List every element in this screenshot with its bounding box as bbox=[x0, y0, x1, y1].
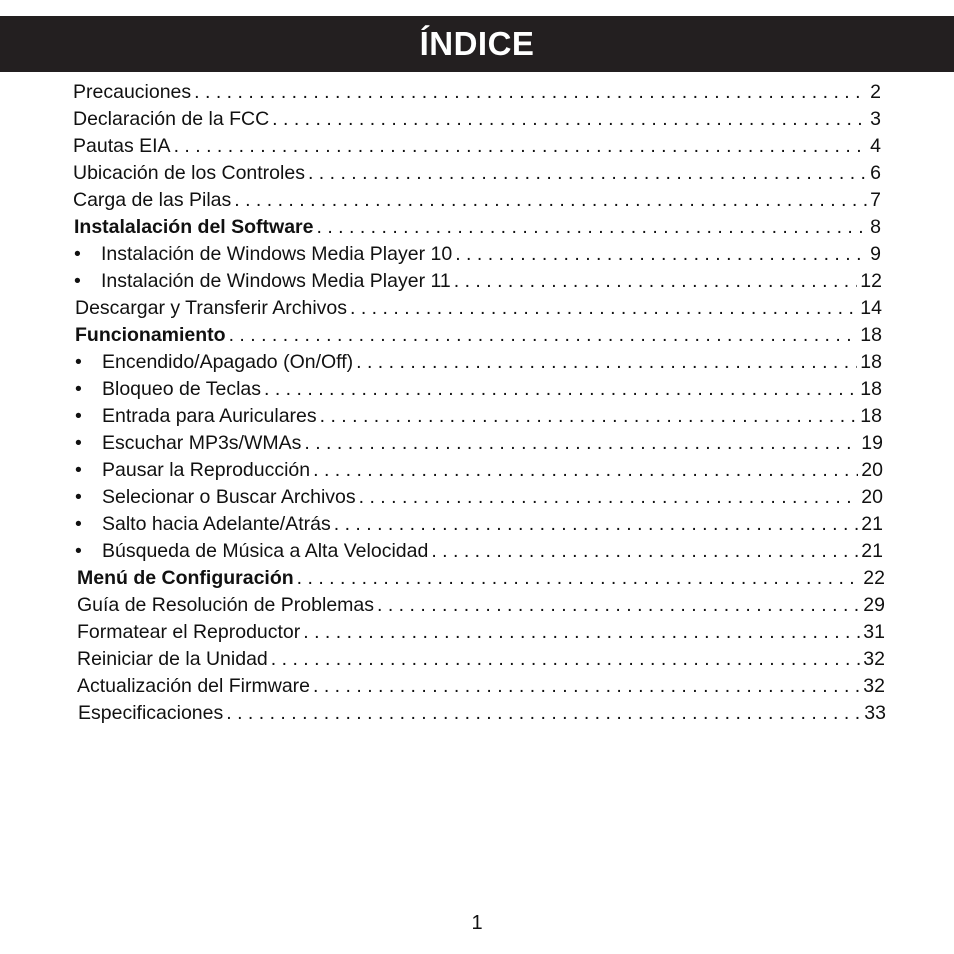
toc-entry bbox=[75, 403, 882, 430]
bullet-icon: • bbox=[75, 459, 82, 481]
toc-entry bbox=[73, 160, 881, 187]
toc-entry bbox=[75, 430, 883, 457]
toc-entry bbox=[75, 484, 883, 511]
toc-entry-label: Selecionar o Buscar Archivos bbox=[102, 486, 356, 508]
toc-entry-label: Entrada para Auriculares bbox=[102, 405, 317, 427]
toc-entry-label: Pautas EIA bbox=[73, 135, 171, 157]
toc-entry-page: 12 bbox=[860, 270, 882, 292]
toc-entry-label: Formatear el Reproductor bbox=[77, 621, 301, 643]
toc-entry bbox=[77, 619, 885, 646]
toc-entry bbox=[75, 511, 883, 538]
toc-entry-page: 8 bbox=[870, 216, 881, 238]
toc-entry bbox=[75, 457, 883, 484]
toc-entry-page: 32 bbox=[863, 648, 885, 670]
dot-leader bbox=[431, 538, 858, 565]
header-bar bbox=[0, 16, 954, 72]
toc-entry-page: 4 bbox=[870, 135, 881, 157]
dot-leader bbox=[229, 322, 858, 349]
toc-entry bbox=[74, 214, 881, 241]
dot-leader bbox=[313, 457, 858, 484]
dot-leader bbox=[174, 133, 868, 160]
toc-entry-page: 18 bbox=[860, 378, 882, 400]
toc-entry-label: Carga de las Pilas bbox=[73, 189, 232, 211]
dot-leader bbox=[297, 565, 861, 592]
toc-entry-page: 14 bbox=[860, 297, 882, 319]
toc-entry-label: Reiniciar de la Unidad bbox=[77, 648, 268, 670]
bullet-icon: • bbox=[74, 243, 81, 265]
toc-entry-label: Especificaciones bbox=[78, 702, 224, 724]
dot-leader bbox=[271, 646, 861, 673]
toc-entry-label: Pausar la Reproducción bbox=[102, 459, 311, 481]
bullet-icon: • bbox=[75, 432, 82, 454]
toc-entry-label: Escuchar MP3s/WMAs bbox=[102, 432, 302, 454]
dot-leader bbox=[334, 511, 859, 538]
toc-entry bbox=[75, 295, 882, 322]
toc-entry-page: 19 bbox=[861, 432, 883, 454]
toc-entry-page: 18 bbox=[860, 324, 882, 346]
toc-entry bbox=[75, 538, 883, 565]
bullet-icon: • bbox=[74, 270, 81, 292]
dot-leader bbox=[304, 430, 858, 457]
dot-leader bbox=[359, 484, 859, 511]
toc-entry-page: 31 bbox=[863, 621, 885, 643]
toc-entry-page: 33 bbox=[864, 702, 886, 724]
dot-leader bbox=[313, 673, 860, 700]
toc-entry-label: Declaración de la FCC bbox=[73, 108, 270, 130]
toc-entry-page: 20 bbox=[861, 486, 883, 508]
toc-entry-page: 7 bbox=[870, 189, 881, 211]
toc-entry-page: 2 bbox=[870, 81, 881, 103]
bullet-icon: • bbox=[75, 378, 82, 400]
toc-entry-label: Encendido/Apagado (On/Off) bbox=[102, 351, 354, 373]
dot-leader bbox=[234, 187, 867, 214]
toc-entry bbox=[73, 106, 881, 133]
toc-entry bbox=[77, 673, 885, 700]
toc-entry-label: Descargar y Transferir Archivos bbox=[75, 297, 348, 319]
toc-entry bbox=[73, 187, 881, 214]
dot-leader bbox=[455, 241, 867, 268]
table-of-contents bbox=[0, 79, 954, 727]
dot-leader bbox=[194, 79, 867, 106]
toc-entry bbox=[73, 79, 881, 106]
dot-leader bbox=[272, 106, 867, 133]
toc-entry-label: Actualización del Firmware bbox=[77, 675, 311, 697]
toc-entry bbox=[75, 322, 882, 349]
toc-entry-label: Instalalación del Software bbox=[74, 216, 314, 238]
toc-entry-label: Instalación de Windows Media Player 10 bbox=[101, 243, 453, 265]
toc-entry-page: 21 bbox=[861, 513, 883, 535]
toc-entry-label: Funcionamiento bbox=[75, 324, 226, 346]
toc-entry bbox=[75, 376, 882, 403]
toc-entry bbox=[74, 241, 881, 268]
dot-leader bbox=[454, 268, 858, 295]
toc-entry-label: Ubicación de los Controles bbox=[73, 162, 305, 184]
toc-entry-label: Menú de Configuración bbox=[77, 567, 294, 589]
bullet-icon: • bbox=[75, 351, 82, 373]
bullet-icon: • bbox=[75, 486, 82, 508]
toc-entry-page: 18 bbox=[860, 351, 882, 373]
page-title: ÍNDICE bbox=[419, 25, 535, 62]
toc-entry-page: 32 bbox=[863, 675, 885, 697]
dot-leader bbox=[377, 592, 860, 619]
toc-entry-page: 22 bbox=[863, 567, 885, 589]
toc-entry-label: Bloqueo de Teclas bbox=[102, 378, 262, 400]
toc-entry-label: Búsqueda de Música a Alta Velocidad bbox=[102, 540, 429, 562]
toc-entry bbox=[73, 133, 881, 160]
toc-entry-label: Precauciones bbox=[73, 81, 192, 103]
toc-entry-label: Instalación de Windows Media Player 11 bbox=[101, 270, 451, 292]
toc-entry-page: 29 bbox=[863, 594, 885, 616]
toc-entry bbox=[78, 700, 886, 727]
bullet-icon: • bbox=[75, 540, 82, 562]
toc-entry bbox=[75, 349, 882, 376]
toc-entry-page: 9 bbox=[870, 243, 881, 265]
toc-entry-page: 21 bbox=[861, 540, 883, 562]
toc-entry-label: Salto hacia Adelante/Atrás bbox=[102, 513, 331, 535]
toc-entry-page: 3 bbox=[870, 108, 881, 130]
bullet-icon: • bbox=[75, 405, 82, 427]
dot-leader bbox=[264, 376, 857, 403]
toc-entry-page: 6 bbox=[870, 162, 881, 184]
dot-leader bbox=[350, 295, 857, 322]
page-number: 1 bbox=[471, 912, 483, 934]
dot-leader bbox=[316, 214, 867, 241]
dot-leader bbox=[303, 619, 860, 646]
toc-entry bbox=[74, 268, 882, 295]
dot-leader bbox=[226, 700, 861, 727]
toc-entry bbox=[77, 565, 885, 592]
toc-entry-label: Guía de Resolución de Problemas bbox=[77, 594, 375, 616]
dot-leader bbox=[320, 403, 858, 430]
toc-entry-page: 20 bbox=[861, 459, 883, 481]
toc-entry bbox=[77, 592, 885, 619]
dot-leader bbox=[308, 160, 867, 187]
dot-leader bbox=[356, 349, 857, 376]
bullet-icon: • bbox=[75, 513, 82, 535]
toc-entry-page: 18 bbox=[860, 405, 882, 427]
toc-entry bbox=[77, 646, 885, 673]
